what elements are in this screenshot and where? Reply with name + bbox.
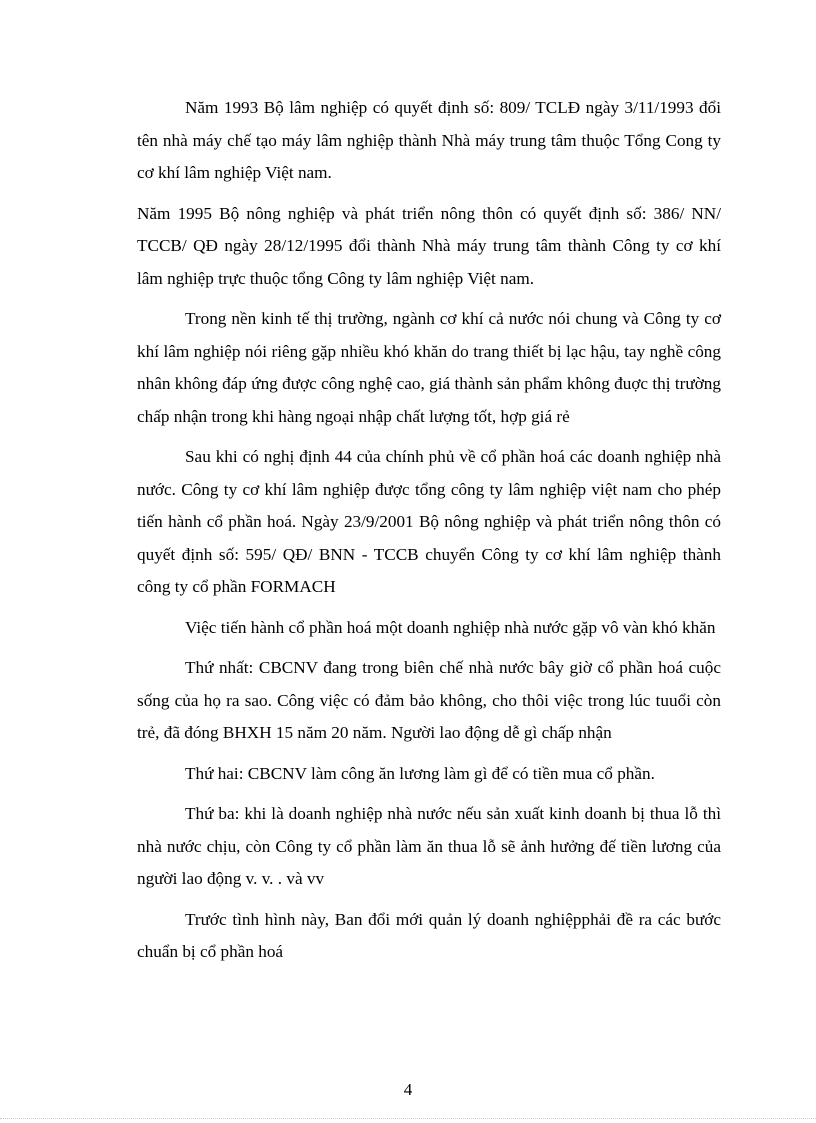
page-number: 4 (403, 1080, 413, 1099)
paragraph-1995-renaming: Năm 1995 Bộ nông nghiệp và phát triển nông thôn có quyết định số: 386/ NN/ TCCB/ QĐ ngày 28/12/1995 đổi thành Nhà máy trung tâm thành Công ty cơ khí lâm nghiệp trực thuộc tổng Công ty lâm nghiệp Việt nam. (137, 203, 721, 288)
paragraph-third-issue: Thứ ba: khi là doanh nghiệp nhà nước nếu sản xuất kinh doanh bị thua lỗ thì nhà nước chịu, còn Công ty cổ phần làm ăn thua lỗ sẽ ảnh hưởng đế tiền lương của người lao động v. v. . và vv (137, 804, 721, 888)
paragraph-market-economy: Trong nền kinh tế thị trường, ngành cơ khí cả nước nói chung và Công ty cơ khí lâm nghiệp nói riêng gặp nhiều khó khăn do trang thiết bị lạc hậu, tay nghề công nhân không đáp ứng được công nghệ cao, giá thành sản phẩm không đuợc thị trường chấp nhận trong khi hàng ngoại nhập chất lượng tốt, hợp giá rẻ (137, 309, 721, 426)
paragraph-preparation: Trước tình hình này, Ban đổi mới quản lý doanh nghiệpphải đề ra các bước chuẩn bị cổ phần hoá (137, 909, 721, 961)
paragraph-1993-renaming: Năm 1993 Bộ lâm nghiệp có quyết định số: 809/ TCLĐ ngày 3/11/1993 đổi tên nhà máy chế tạo máy lâm nghiệp thành Nhà máy trung tâm thuộc Tổng Cong ty cơ khí lâm nghiệp Việt nam. (137, 98, 721, 182)
paragraph-equitization-decree: Sau khi có nghị định 44 của chính phủ về cổ phần hoá các doanh nghiệp nhà nước. Công ty cơ khí lâm nghiệp được tổng công ty lâm nghiệp việt nam cho phép tiến hành cổ phần hoá. Ngày 23/9/2001 Bộ nông nghiệp và phát triển nông thôn có quyết định số: 595/ QĐ/ BNN - TCCB chuyển Công ty cơ khí lâm nghiệp thành công ty cổ phần FORMACH (137, 447, 721, 596)
paragraph-difficulties: Việc tiến hành cổ phần hoá một doanh nghiệp nhà nước gặp vô vàn khó khăn (185, 617, 716, 637)
page-bottom-divider (0, 1118, 816, 1119)
body-text (137, 92, 721, 977)
paragraph-first-issue: Thứ nhất: CBCNV đang trong biên chế nhà nước bây giờ cổ phần hoá cuộc sống của họ ra sao. Công việc có đảm bảo không, cho thôi việc trong lúc tuuổi còn trẻ, đã đóng BHXH 15 năm 20 năm. Người lao động dễ gì chấp nhận (137, 658, 721, 742)
paragraph-second-issue: Thứ hai: CBCNV làm công ăn lương làm gì để có tiền mua cổ phần. (185, 763, 655, 783)
